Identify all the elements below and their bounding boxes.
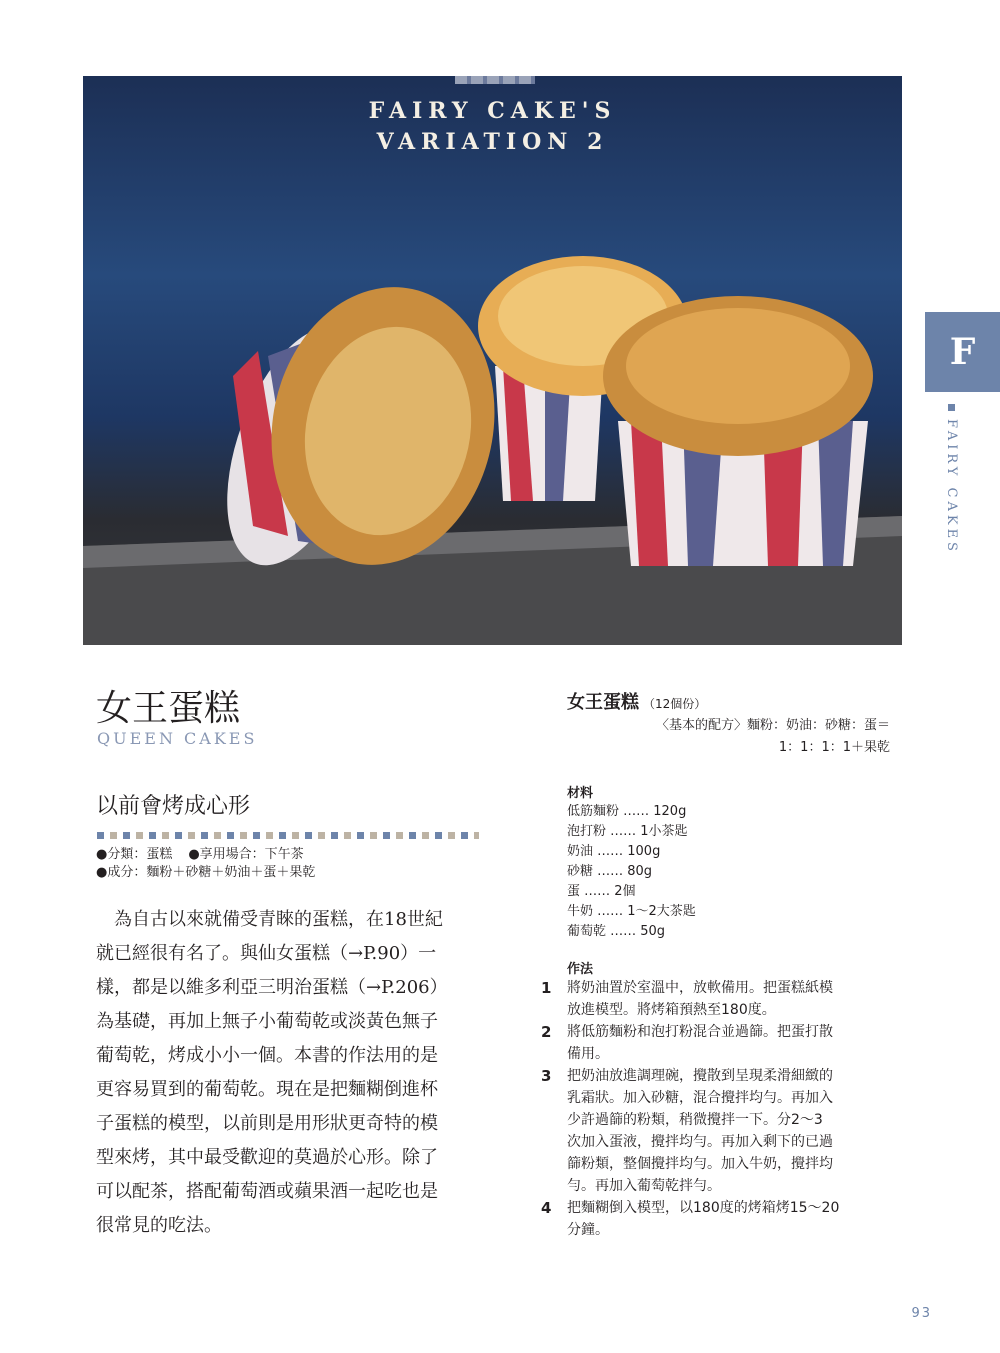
body-line: 就已經很有名了。與仙女蛋糕（→P.90）一 xyxy=(96,943,437,964)
method-steps xyxy=(541,977,891,1241)
step-line: 放進模型。將烤箱預熱至180度。 xyxy=(567,1002,776,1018)
step-line: 乳霜狀。加入砂糖，混合攪拌均勻。再加入 xyxy=(567,1090,833,1106)
ingredient-item: 泡打粉 …… 1小茶匙 xyxy=(567,824,688,839)
hero-photo xyxy=(83,76,902,645)
ingredients-summary: ●成分：麵粉＋砂糖＋奶油＋蛋＋果乾 xyxy=(96,865,316,880)
section-heading: 以前會烤成心形 xyxy=(96,794,251,819)
body-line: 為自古以來就備受青睞的蛋糕，在18世紀 xyxy=(96,909,443,930)
cakes-illustration xyxy=(83,76,902,645)
body-line: 葡萄乾，烤成小小一個。本書的作法用的是 xyxy=(96,1045,438,1066)
body-line: 更容易買到的葡萄乾。現在是把麵糊倒進杯 xyxy=(96,1079,438,1100)
ingredient-item: 葡萄乾 …… 50g xyxy=(567,924,666,939)
basic-ratio xyxy=(590,715,890,759)
recipe-yield: （12個份） xyxy=(643,697,707,711)
category-label: ●分類：蛋糕 xyxy=(96,847,173,862)
body-line: 樣，都是以維多利亞三明治蛋糕（→P.206） xyxy=(96,977,448,998)
step-number: 3 xyxy=(541,1067,552,1085)
step-line: 次加入蛋液，攪拌均勻。再加入剩下的已過 xyxy=(567,1134,833,1150)
page-subtitle: QUEEN CAKES xyxy=(97,729,258,748)
step-line: 勻。再加入葡萄乾拌勻。 xyxy=(567,1178,721,1194)
meta-row xyxy=(96,846,304,864)
method-label: 作法 xyxy=(567,962,594,977)
step-line: 分鐘。 xyxy=(567,1222,609,1238)
photo-title-line: VARIATION 2 xyxy=(376,129,609,155)
ingredient-item: 低筋麵粉 …… 120g xyxy=(567,804,687,819)
step-line: 篩粉類，整個攪拌均勻。加入牛奶，攪拌均 xyxy=(567,1156,833,1172)
method-step xyxy=(541,977,891,1021)
body-line: 可以配茶，搭配葡萄酒或蘋果酒一起吃也是 xyxy=(96,1181,438,1202)
basic-ratio-line: 〈基本的配方〉麵粉：奶油：砂糖：蛋＝ xyxy=(655,718,890,733)
step-number: 1 xyxy=(541,979,552,997)
body-line: 型來烤，其中最受歡迎的莫過於心形。除了 xyxy=(96,1147,438,1168)
photo-title xyxy=(83,96,902,158)
ingredient-list xyxy=(567,802,696,942)
recipe-name: 女王蛋糕 xyxy=(567,692,639,713)
step-line: 備用。 xyxy=(567,1046,609,1062)
square-bullet-icon xyxy=(948,404,955,411)
method-step xyxy=(541,1065,891,1197)
step-line: 將奶油置於室溫中，放軟備用。把蛋糕紙模 xyxy=(567,980,833,996)
photo-title-line: FAIRY CAKE'S xyxy=(368,98,617,124)
chapter-tab: F xyxy=(925,312,1000,392)
basic-ratio-line: 1：1：1：1＋果乾 xyxy=(778,740,890,755)
page-number: 93 xyxy=(911,1306,932,1321)
occasion-label: ●享用場合：下午茶 xyxy=(188,847,304,862)
ingredient-item: 砂糖 …… 80g xyxy=(567,864,653,879)
step-number: 2 xyxy=(541,1023,552,1041)
step-line: 少許過篩的粉類，稍微攪拌一下。分2～3 xyxy=(567,1112,823,1128)
ingredient-item: 蛋 …… 2個 xyxy=(567,884,636,899)
body-line: 很常見的吃法。 xyxy=(96,1215,222,1236)
body-line: 為基礎，再加上無子小葡萄乾或淡黃色無子 xyxy=(96,1011,438,1032)
method-step xyxy=(541,1197,891,1241)
ingredient-item: 奶油 …… 100g xyxy=(567,844,661,859)
page-title: 女王蛋糕 xyxy=(96,688,241,729)
dotted-divider xyxy=(97,832,479,839)
body-line: 子蛋糕的模型，以前則是用形狀更奇特的模 xyxy=(96,1113,438,1134)
chapter-label-text: FAIRY CAKES xyxy=(944,419,959,555)
step-number: 4 xyxy=(541,1199,552,1217)
body-text xyxy=(96,903,488,1243)
step-line: 把麵糊倒入模型，以180度的烤箱烤15～20 xyxy=(567,1200,840,1216)
chapter-label xyxy=(935,404,959,555)
step-line: 把奶油放進調理碗，攪散到呈現柔滑細緻的 xyxy=(567,1068,833,1084)
method-step xyxy=(541,1021,891,1065)
recipe-title xyxy=(567,688,706,714)
step-line: 將低筋麵粉和泡打粉混合並過篩。把蛋打散 xyxy=(567,1024,833,1040)
materials-label: 材料 xyxy=(567,786,594,801)
ingredient-item: 牛奶 …… 1～2大茶匙 xyxy=(567,904,696,919)
